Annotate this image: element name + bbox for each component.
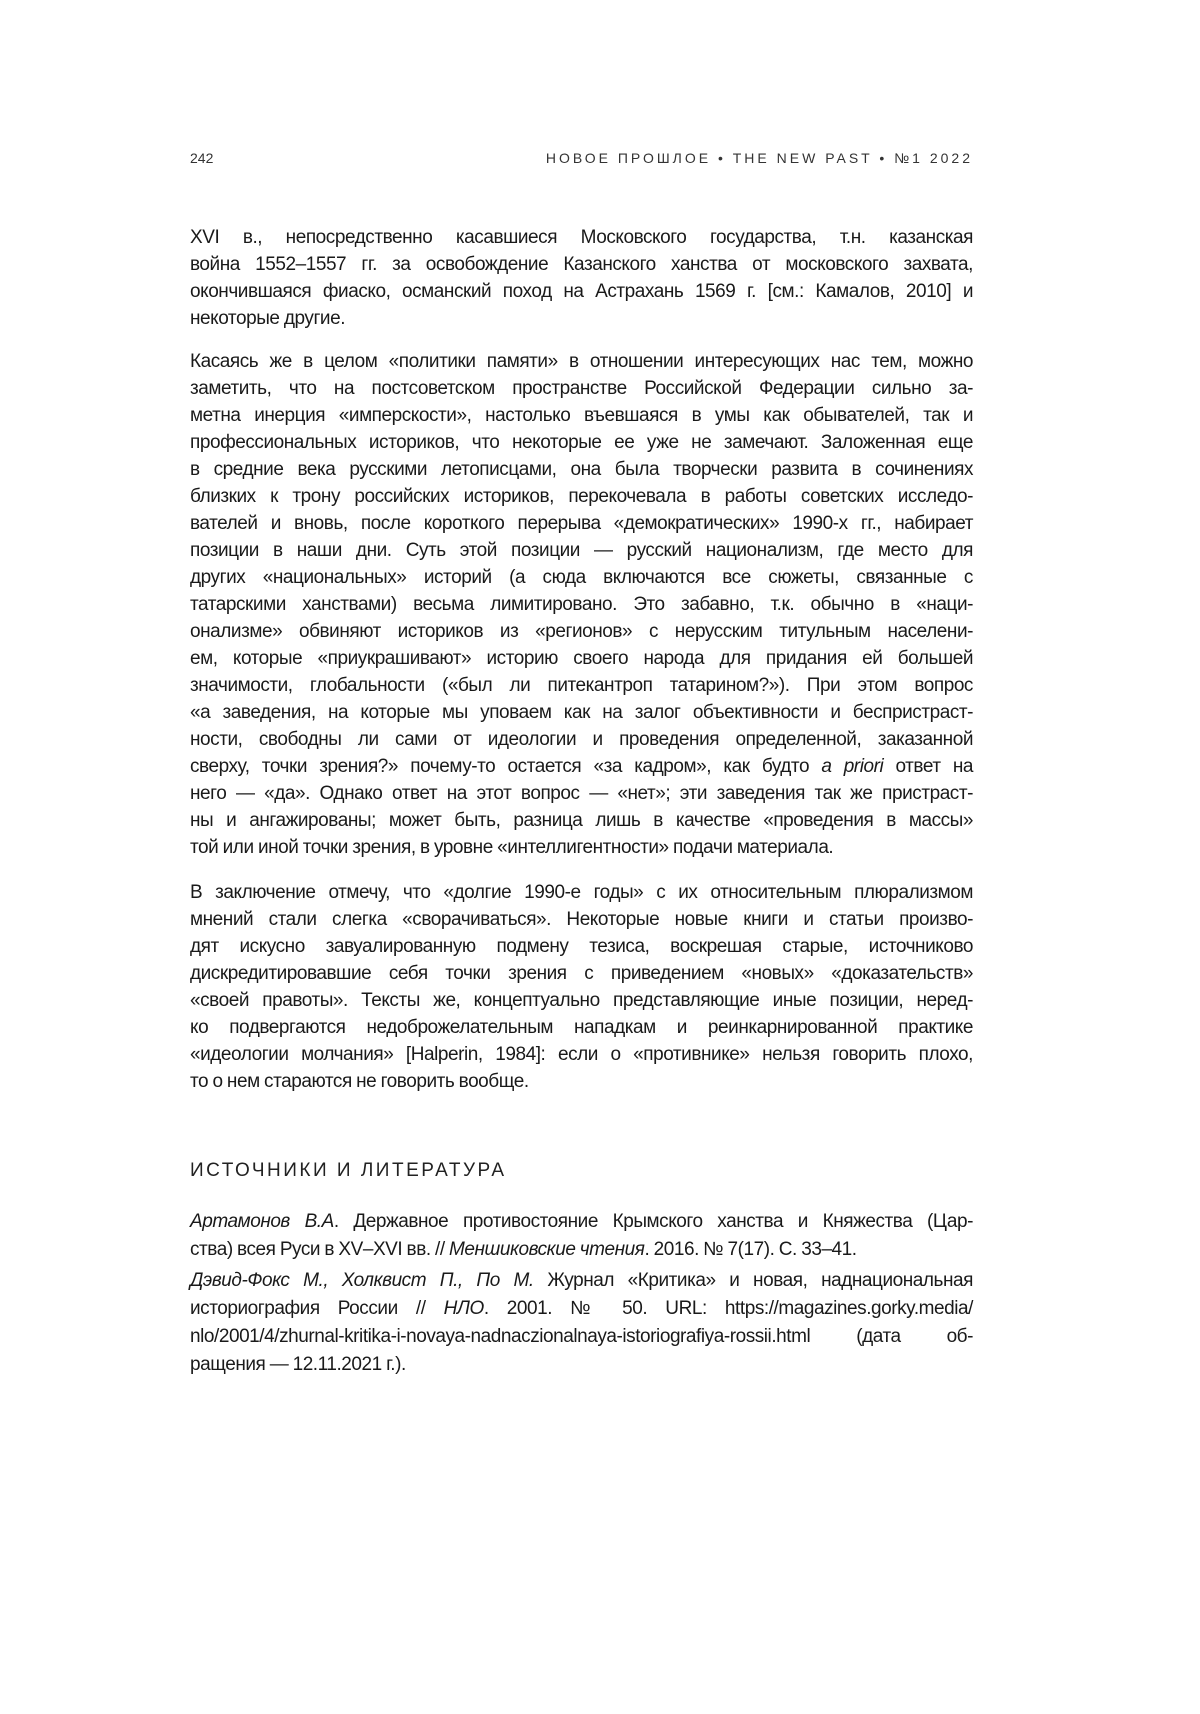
text-line: ны и ангажированы; может быть, разница лишь в качестве «проведения в массы» <box>190 807 973 834</box>
text-line: война 1552–1557 гг. за освобождение Казанского ханства от московского захвата, <box>190 251 973 278</box>
paragraph <box>190 879 973 1095</box>
text-line: «а заведения, на которые мы уповаем как на залог объективности и беспристраст- <box>190 699 973 726</box>
text-line: других «национальных» историй (а сюда включаются все сюжеты, связанные с <box>190 564 973 591</box>
text-line: то о нем стараются не говорить вообще. <box>190 1068 973 1095</box>
text-line: nlo/2001/4/zhurnal-kritika-i-novaya-nadnaczionalnaya-istoriografiya-rossii.html (дата об- <box>190 1323 973 1351</box>
text-segment: Журнал «Критика» и новая, наднациональная <box>534 1270 973 1291</box>
text-line: ращения — 12.11.2021 г.). <box>190 1351 973 1379</box>
text-line: «идеологии молчания» [Halperin, 1984]: если о «противнике» нельзя говорить плохо, <box>190 1041 973 1068</box>
text-line: ем, которые «приукрашивают» историю своего народа для придания ей большей <box>190 645 973 672</box>
text-line: онализме» обвиняют историков из «регионов» с нерусским титульным населени- <box>190 618 973 645</box>
paragraph <box>190 224 973 332</box>
text-line: позиции в наши дни. Суть этой позиции — русский национализм, где место для <box>190 537 973 564</box>
text-line: заметить, что на постсоветском пространстве Российской Федерации сильно за- <box>190 375 973 402</box>
text-segment: ответ на <box>883 756 973 777</box>
italic-text: Меншиковские чтения <box>449 1239 644 1260</box>
text-segment: историография России // <box>190 1298 444 1319</box>
text-line: XVI в., непосредственно касавшиеся Московского государства, т.н. казанская <box>190 224 973 251</box>
text-line: дят искусно завуалированную подмену тезиса, воскрешая старые, источниково <box>190 933 973 960</box>
text-line <box>190 1295 973 1323</box>
text-line: профессиональных историков, что некоторые ее уже не замечают. Заложенная еще <box>190 429 973 456</box>
text-segment: . Державное противостояние Крымского ханства и Княжества (Цар- <box>334 1211 973 1232</box>
text-line: окончившаяся фиаско, османский поход на Астрахань 1569 г. [см.: Камалов, 2010] и <box>190 278 973 305</box>
text-line: в средние века русскими летописцами, она была творчески развита в сочинениях <box>190 456 973 483</box>
text-line: той или иной точки зрения, в уровне «интеллигентности» подачи материала. <box>190 834 973 861</box>
text-line: близких к трону российских историков, перекочевала в работы советских исследо- <box>190 483 973 510</box>
italic-text: a priori <box>821 756 883 777</box>
text-segment: . 2016. № 7(17). С. 33–41. <box>644 1239 856 1260</box>
text-line: ко подвергаются недоброжелательным нападкам и реинкарнированной практике <box>190 1014 973 1041</box>
text-line: метна инерция «имперскости», настолько въевшаяся в умы как обывателей, так и <box>190 402 973 429</box>
text-line: дискредитировавшие себя точки зрения с приведением «новых» «доказательств» <box>190 960 973 987</box>
page-number: 242 <box>190 150 213 166</box>
references-heading: ИСТОЧНИКИ И ЛИТЕРАТУРА <box>190 1160 507 1182</box>
text-line: мнений стали слегка «сворачиваться». Некоторые новые книги и статьи произво- <box>190 906 973 933</box>
text-line <box>190 1236 973 1264</box>
text-segment: . 2001. № 50. URL: https://magazines.gorky.media/ <box>484 1298 973 1319</box>
text-line: татарскими ханствами) весьма лимитировано. Это забавно, т.к. обычно в «наци- <box>190 591 973 618</box>
reference-entry <box>190 1208 973 1264</box>
text-line <box>190 1208 973 1236</box>
text-line: В заключение отмечу, что «долгие 1990-е годы» с их относительным плюрализмом <box>190 879 973 906</box>
italic-text: НЛО <box>444 1298 484 1319</box>
reference-entry <box>190 1267 973 1379</box>
text-line <box>190 1267 973 1295</box>
running-title: НОВОЕ ПРОШЛОЕ • THE NEW PAST • №1 2022 <box>546 150 973 166</box>
italic-text: Дэвид-Фокс М., Холквист П., По М. <box>190 1270 534 1291</box>
italic-text: Артамонов В.А <box>190 1211 334 1232</box>
text-line: «своей правоты». Тексты же, концептуально представляющие иные позиции, неред- <box>190 987 973 1014</box>
text-line: него — «да». Однако ответ на этот вопрос — «нет»; эти заведения так же пристраст- <box>190 780 973 807</box>
text-line <box>190 753 973 780</box>
text-line: значимости, глобальности («был ли питекантроп татарином?»). При этом вопрос <box>190 672 973 699</box>
text-line: некоторые другие. <box>190 305 973 332</box>
text-line: вателей и вновь, после короткого перерыва «демократических» 1990-х гг., набирает <box>190 510 973 537</box>
paragraph <box>190 348 973 861</box>
text-segment: сверху, точки зрения?» почему-то остается «за кадром», как будто <box>190 756 821 777</box>
text-segment: ства) всея Руси в XV–XVI вв. // <box>190 1239 449 1260</box>
text-line: ности, свободны ли сами от идеологии и проведения определенной, заказанной <box>190 726 973 753</box>
text-line: Касаясь же в целом «политики памяти» в отношении интересующих нас тем, можно <box>190 348 973 375</box>
